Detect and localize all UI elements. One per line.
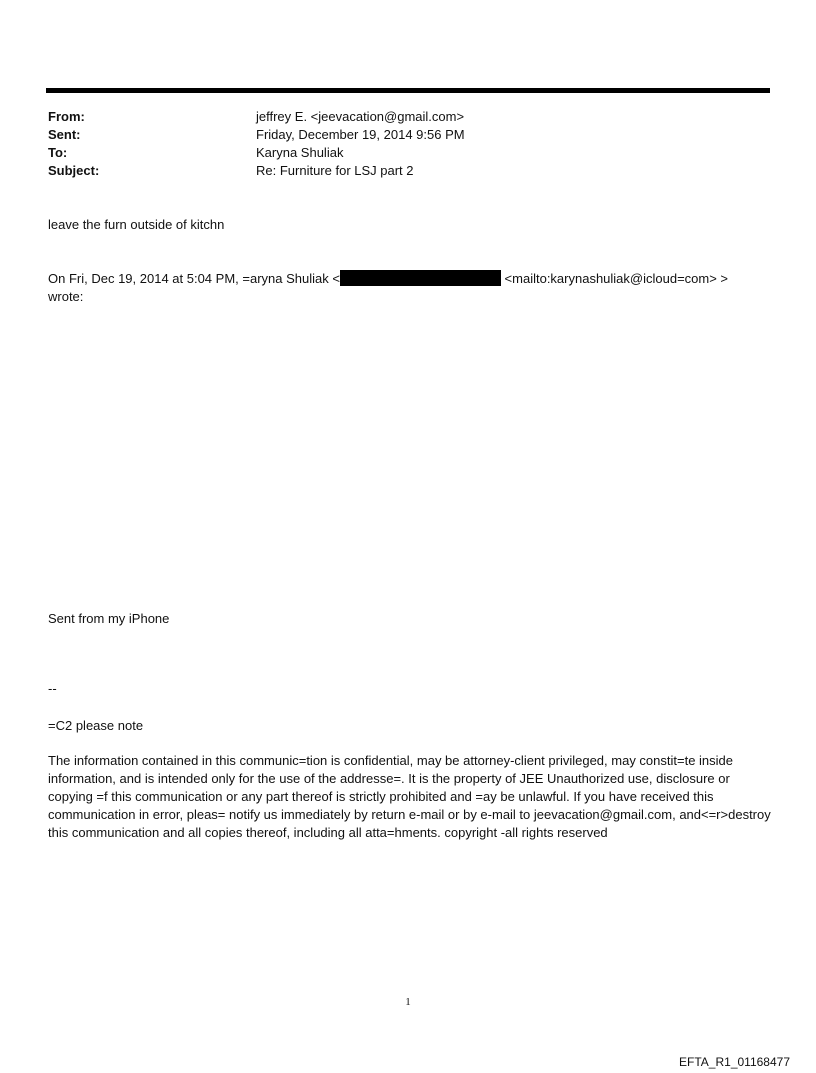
quote-intro-wrote: wrote: [48,289,84,304]
quote-intro-end: <mailto:karynashuliak@icloud=com> > [500,271,729,286]
subject-label: Subject: [48,163,100,178]
to-value: Karyna Shuliak [256,145,344,160]
confidentiality-disclaimer: The information contained in this communic=tion is confidential, may be attorney-client privileged, may constit=te inside information, and is intended only for the use of the addresse=. It is the property of JEE Unauthorized use, disclosure or copying =f this communication or any part thereof is strictly prohibited and =ay be unlawful. If you have received this communication in error, pleas= notify us immediately by return e-mail or by e-mail to jeevacation@gmail.com, and<=r>destroy this communication and all copies thereof, including all atta=hments. copyright -all rights reserved [48,753,771,840]
email-header [48,108,465,180]
subject-row [48,162,465,180]
sent-row [48,126,465,144]
subject-value: Re: Furniture for LSJ part 2 [256,163,414,178]
document-id: EFTA_R1_01168477 [679,1055,790,1069]
sent-value: Friday, December 19, 2014 9:56 PM [256,127,465,142]
redaction-block [340,270,501,286]
sent-label: Sent: [48,127,81,142]
signature-line: Sent from my iPhone [48,611,170,626]
message-body: leave the furn outside of kitchn [48,217,225,232]
from-row [48,108,465,126]
from-value: jeffrey E. <jeevacation@gmail.com> [256,109,465,124]
please-note: =C2 please note [48,718,144,733]
quote-intro [48,270,728,288]
to-label: To: [48,145,68,160]
from-label: From: [48,109,85,124]
quote-intro-start: On Fri, Dec 19, 2014 at 5:04 PM, =aryna Shuliak < [48,271,340,286]
page-number: 1 [405,996,411,1008]
to-row [48,144,465,162]
signature-separator: -- [48,681,57,696]
header-divider [46,88,770,93]
